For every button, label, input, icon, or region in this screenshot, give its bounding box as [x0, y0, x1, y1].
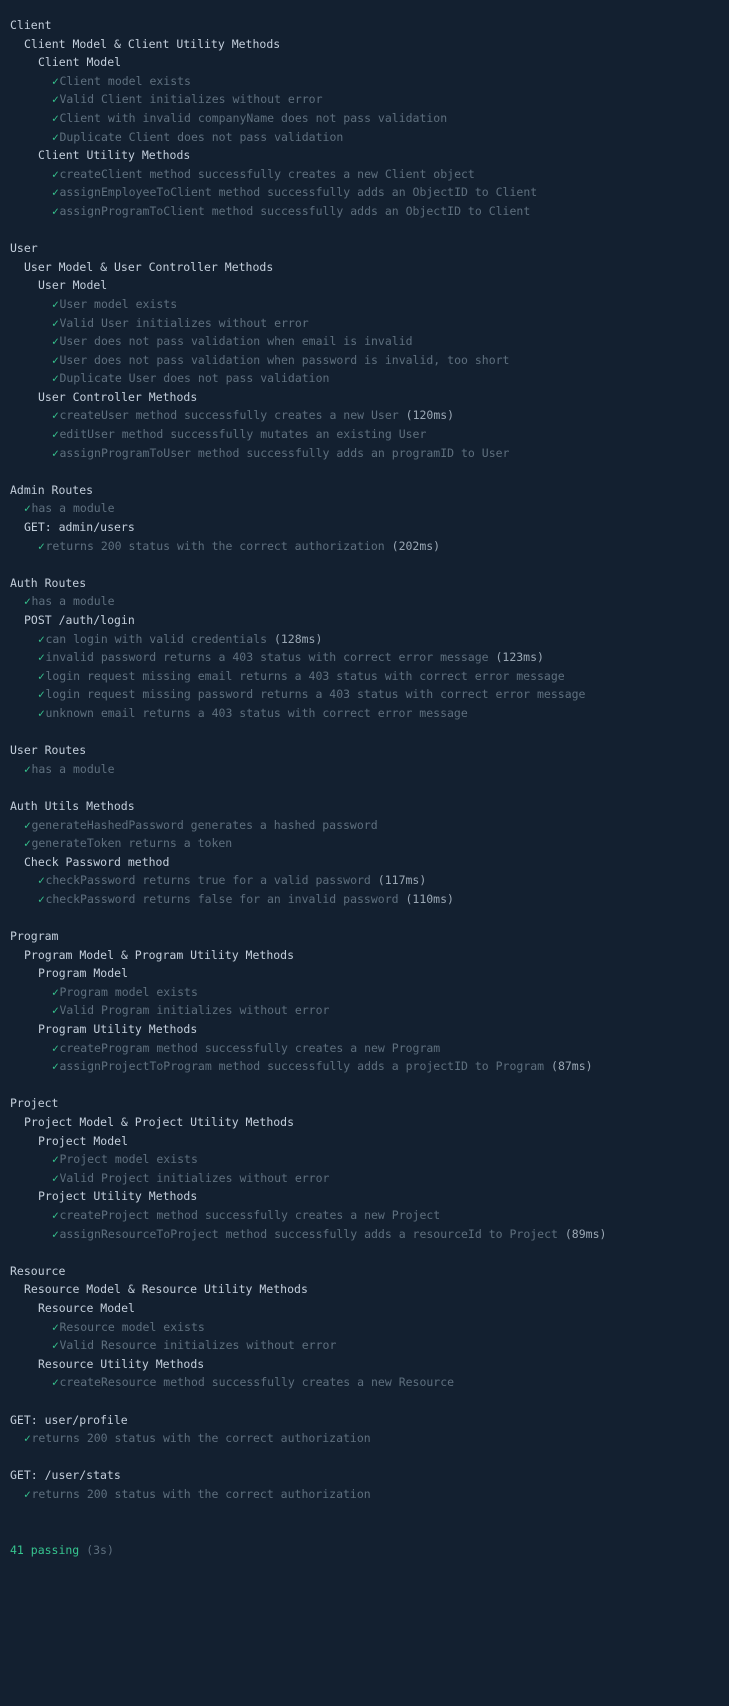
blank-line — [0, 555, 729, 574]
test-name: Valid User initializes without error — [59, 315, 309, 330]
check-icon: ✓ — [38, 538, 46, 553]
test-name: checkPassword returns true for a valid password — [45, 873, 371, 888]
suite-title — [0, 1466, 729, 1485]
check-icon: ✓ — [38, 891, 46, 906]
check-icon: ✓ — [24, 761, 32, 776]
test-duration: (128ms) — [273, 631, 323, 646]
test-result-row — [0, 648, 729, 667]
summary-row — [0, 1541, 729, 1560]
suite-title — [0, 1187, 729, 1206]
test-duration: (89ms) — [564, 1226, 607, 1241]
blank-line — [0, 1504, 729, 1523]
suite-title — [0, 797, 729, 816]
check-icon: ✓ — [24, 836, 32, 851]
check-icon: ✓ — [24, 1431, 32, 1446]
test-name: assignResourceToProject method successfully adds a resourceId to Project — [59, 1226, 558, 1241]
check-icon: ✓ — [52, 1003, 60, 1018]
suite-label: POST /auth/login — [24, 613, 135, 627]
suite-title — [0, 1280, 729, 1299]
test-result-row — [0, 592, 729, 611]
test-result-row — [0, 90, 729, 109]
suite-label: Project Model — [38, 1133, 129, 1148]
blank-line — [0, 462, 729, 481]
suite-title — [0, 853, 729, 872]
suite-label: User Controller Methods — [38, 389, 198, 404]
suite-label: Client Model — [38, 55, 122, 70]
suite-label: GET: user/profile — [10, 1412, 128, 1427]
suite-title — [0, 258, 729, 277]
test-result-row — [0, 72, 729, 91]
test-name: Valid Resource initializes without error — [59, 1338, 337, 1353]
suite-title — [0, 1020, 729, 1039]
test-result-row — [0, 295, 729, 314]
test-result-row — [0, 760, 729, 779]
test-result-row — [0, 499, 729, 518]
suite-title — [0, 946, 729, 965]
suite-label: Client Model & Client Utility Methods — [24, 36, 281, 51]
suite-title — [0, 1299, 729, 1318]
suite-title — [0, 574, 729, 593]
suite-title — [0, 1411, 729, 1430]
check-icon: ✓ — [52, 371, 60, 386]
suite-label: Client Utility Methods — [38, 148, 191, 163]
check-icon: ✓ — [38, 650, 46, 665]
test-result-row — [0, 834, 729, 853]
test-result-row — [0, 165, 729, 184]
suite-label: Admin Routes — [10, 482, 94, 497]
test-result-row — [0, 1318, 729, 1337]
test-name: User does not pass validation when email is invalid — [59, 334, 413, 349]
test-name: Duplicate Client does not pass validation — [59, 129, 344, 144]
test-result-row — [0, 1150, 729, 1169]
blank-line — [0, 1076, 729, 1095]
check-icon: ✓ — [52, 129, 60, 144]
suite-label: GET: admin/users — [24, 520, 135, 535]
blank-line — [0, 909, 729, 928]
suite-label: Client — [10, 18, 52, 32]
test-name: unknown email returns a 403 status with correct error message — [45, 705, 468, 720]
suite-title — [0, 146, 729, 165]
suite-label: Program Model — [38, 966, 129, 981]
check-icon: ✓ — [38, 705, 46, 720]
test-result-row — [0, 537, 729, 556]
suite-label: Program — [10, 929, 59, 944]
test-duration: (87ms) — [551, 1059, 593, 1074]
suite-title — [0, 927, 729, 946]
test-result-row — [0, 667, 729, 686]
suite-label: User — [10, 241, 38, 256]
test-name: has a module — [31, 761, 115, 776]
check-icon: ✓ — [52, 1170, 60, 1185]
test-name: generateHashedPassword generates a hashed password — [31, 817, 378, 832]
test-result-row — [0, 1429, 729, 1448]
check-icon: ✓ — [52, 1226, 60, 1241]
check-icon: ✓ — [38, 873, 46, 888]
blank-line — [0, 221, 729, 240]
check-icon: ✓ — [52, 315, 60, 330]
suite-label: User Model — [38, 278, 108, 293]
test-result-row — [0, 1169, 729, 1188]
check-icon: ✓ — [52, 334, 60, 349]
passing-count: 41 passing — [10, 1542, 80, 1557]
check-icon: ✓ — [52, 166, 60, 181]
check-icon: ✓ — [52, 1338, 60, 1353]
suite-label: Resource — [10, 1263, 66, 1278]
test-name: Valid Project initializes without error — [59, 1170, 330, 1185]
test-name: Client with invalid companyName does not pass validation — [59, 110, 448, 125]
test-name: checkPassword returns false for an invalid password — [45, 891, 399, 906]
suite-title — [0, 1262, 729, 1281]
check-icon: ✓ — [52, 427, 60, 442]
check-icon: ✓ — [24, 501, 32, 516]
check-icon: ✓ — [38, 687, 46, 702]
test-name: assignProgramToClient method successfully adds an ObjectID to Client — [59, 203, 531, 218]
test-name: invalid password returns a 403 status with correct error message — [45, 650, 489, 665]
test-result-row — [0, 406, 729, 425]
test-result-row — [0, 444, 729, 463]
test-result-row — [0, 1373, 729, 1392]
test-result-row — [0, 1039, 729, 1058]
suite-label: GET: /user/stats — [10, 1468, 121, 1483]
suite-title — [0, 239, 729, 258]
test-duration: (117ms) — [377, 873, 427, 888]
test-result-row — [0, 202, 729, 221]
check-icon: ✓ — [52, 1152, 60, 1167]
suite-label: Resource Model & Resource Utility Methods — [24, 1282, 308, 1297]
check-icon: ✓ — [52, 1375, 60, 1390]
test-name: createUser method successfully creates a new User — [59, 408, 399, 423]
check-icon: ✓ — [52, 203, 60, 218]
test-duration: (202ms) — [391, 538, 441, 553]
suite-title — [0, 53, 729, 72]
blank-line — [0, 1522, 729, 1541]
suite-title — [0, 1094, 729, 1113]
test-result-row — [0, 1057, 729, 1076]
check-icon: ✓ — [52, 296, 60, 311]
suite-label: Resource Model — [38, 1300, 135, 1315]
test-name: returns 200 status with the correct authorization — [31, 1431, 371, 1446]
test-result-row — [0, 630, 729, 649]
check-icon: ✓ — [52, 445, 60, 460]
suite-title — [0, 388, 729, 407]
test-name: assignProjectToProgram method successfully adds a projectID to Program — [59, 1059, 545, 1074]
check-icon: ✓ — [52, 1040, 60, 1055]
test-result-row — [0, 1001, 729, 1020]
test-result-row — [0, 871, 729, 890]
test-name: createResource method successfully creates a new Resource — [59, 1375, 455, 1390]
test-result-row — [0, 816, 729, 835]
suite-label: Auth Routes — [10, 575, 87, 590]
test-name: has a module — [31, 501, 115, 516]
check-icon: ✓ — [38, 668, 46, 683]
blank-line — [0, 723, 729, 742]
test-name: returns 200 status with the correct authorization — [31, 1486, 371, 1501]
test-result-row — [0, 332, 729, 351]
test-result-row — [0, 1485, 729, 1504]
test-name: Duplicate User does not pass validation — [59, 371, 330, 386]
blank-line — [0, 778, 729, 797]
check-icon: ✓ — [52, 1208, 60, 1222]
suite-title — [0, 276, 729, 295]
check-icon: ✓ — [38, 631, 46, 646]
test-name: User model exists — [59, 296, 178, 311]
check-icon: ✓ — [52, 92, 60, 107]
test-name: Valid Client initializes without error — [59, 92, 323, 107]
total-duration: (3s) — [86, 1542, 114, 1557]
test-name: generateToken returns a token — [31, 836, 233, 851]
check-icon: ✓ — [52, 408, 60, 423]
test-name: Program model exists — [59, 984, 198, 999]
suite-label: Auth Utils Methods — [10, 798, 135, 813]
test-result-row — [0, 183, 729, 202]
suite-title — [0, 1355, 729, 1374]
suite-title — [0, 611, 729, 630]
suite-title — [0, 16, 729, 35]
suite-label: User Routes — [10, 743, 87, 758]
suite-label: Project — [10, 1096, 59, 1111]
test-result-row — [0, 890, 729, 909]
test-name: returns 200 status with the correct authorization — [45, 538, 385, 553]
test-name: createProgram method successfully creates a new Program — [59, 1040, 441, 1055]
test-result-row — [0, 1336, 729, 1355]
suite-label: Project Utility Methods — [38, 1189, 198, 1204]
test-name: Project model exists — [59, 1152, 198, 1167]
suite-label: Project Model & Project Utility Methods — [24, 1115, 295, 1130]
suite-title — [0, 35, 729, 54]
blank-line — [0, 1448, 729, 1467]
suite-title — [0, 741, 729, 760]
check-icon: ✓ — [52, 73, 60, 88]
suite-title — [0, 518, 729, 537]
test-name: login request missing password returns a 403 status with correct error message — [45, 687, 586, 702]
check-icon: ✓ — [24, 594, 32, 609]
test-result-row — [0, 983, 729, 1002]
check-icon: ✓ — [52, 984, 60, 999]
blank-line — [0, 1243, 729, 1262]
test-result-row — [0, 369, 729, 388]
test-result-row — [0, 685, 729, 704]
check-icon: ✓ — [52, 110, 60, 125]
suite-label: Program Model & Program Utility Methods — [24, 947, 295, 962]
suite-label: User Model & User Controller Methods — [24, 259, 274, 274]
test-name: can login with valid credentials — [45, 631, 267, 646]
check-icon: ✓ — [52, 352, 60, 367]
test-duration: (110ms) — [405, 891, 454, 906]
check-icon: ✓ — [52, 185, 60, 200]
suite-label: Check Password method — [24, 854, 170, 869]
suite-label: Program Utility Methods — [38, 1022, 198, 1037]
test-name: has a module — [31, 594, 115, 609]
suite-title — [0, 964, 729, 983]
test-name: assignEmployeeToClient method successfully adds an ObjectID to Client — [59, 185, 538, 200]
test-result-row — [0, 704, 729, 723]
check-icon: ✓ — [24, 1486, 32, 1501]
test-result-row — [0, 109, 729, 128]
test-name: login request missing email returns a 403 status with correct error message — [45, 668, 565, 683]
test-duration: (123ms) — [495, 650, 544, 665]
test-name: editUser method successfully mutates an existing User — [59, 427, 427, 442]
test-duration: (120ms) — [405, 408, 455, 423]
test-name: Client model exists — [59, 73, 191, 88]
suite-title — [0, 481, 729, 500]
check-icon: ✓ — [24, 817, 32, 832]
suite-label: Resource Utility Methods — [38, 1356, 205, 1371]
test-name: Valid Program initializes without error — [59, 1003, 330, 1018]
test-result-row — [0, 1206, 729, 1225]
test-name: createProject method successfully creates a new Project — [59, 1208, 441, 1222]
check-icon: ✓ — [52, 1059, 60, 1074]
check-icon: ✓ — [52, 1319, 60, 1334]
test-result-row — [0, 1225, 729, 1244]
suite-title — [0, 1113, 729, 1132]
test-name: Resource model exists — [59, 1319, 205, 1334]
test-result-row — [0, 425, 729, 444]
suite-title — [0, 1132, 729, 1151]
test-result-row — [0, 351, 729, 370]
test-name: createClient method successfully creates a new Client object — [59, 166, 475, 181]
test-name: assignProgramToUser method successfully adds an programID to User — [59, 445, 510, 460]
test-result-row — [0, 128, 729, 147]
test-name: User does not pass validation when password is invalid, too short — [59, 352, 510, 367]
test-result-row — [0, 314, 729, 333]
blank-line — [0, 1392, 729, 1411]
